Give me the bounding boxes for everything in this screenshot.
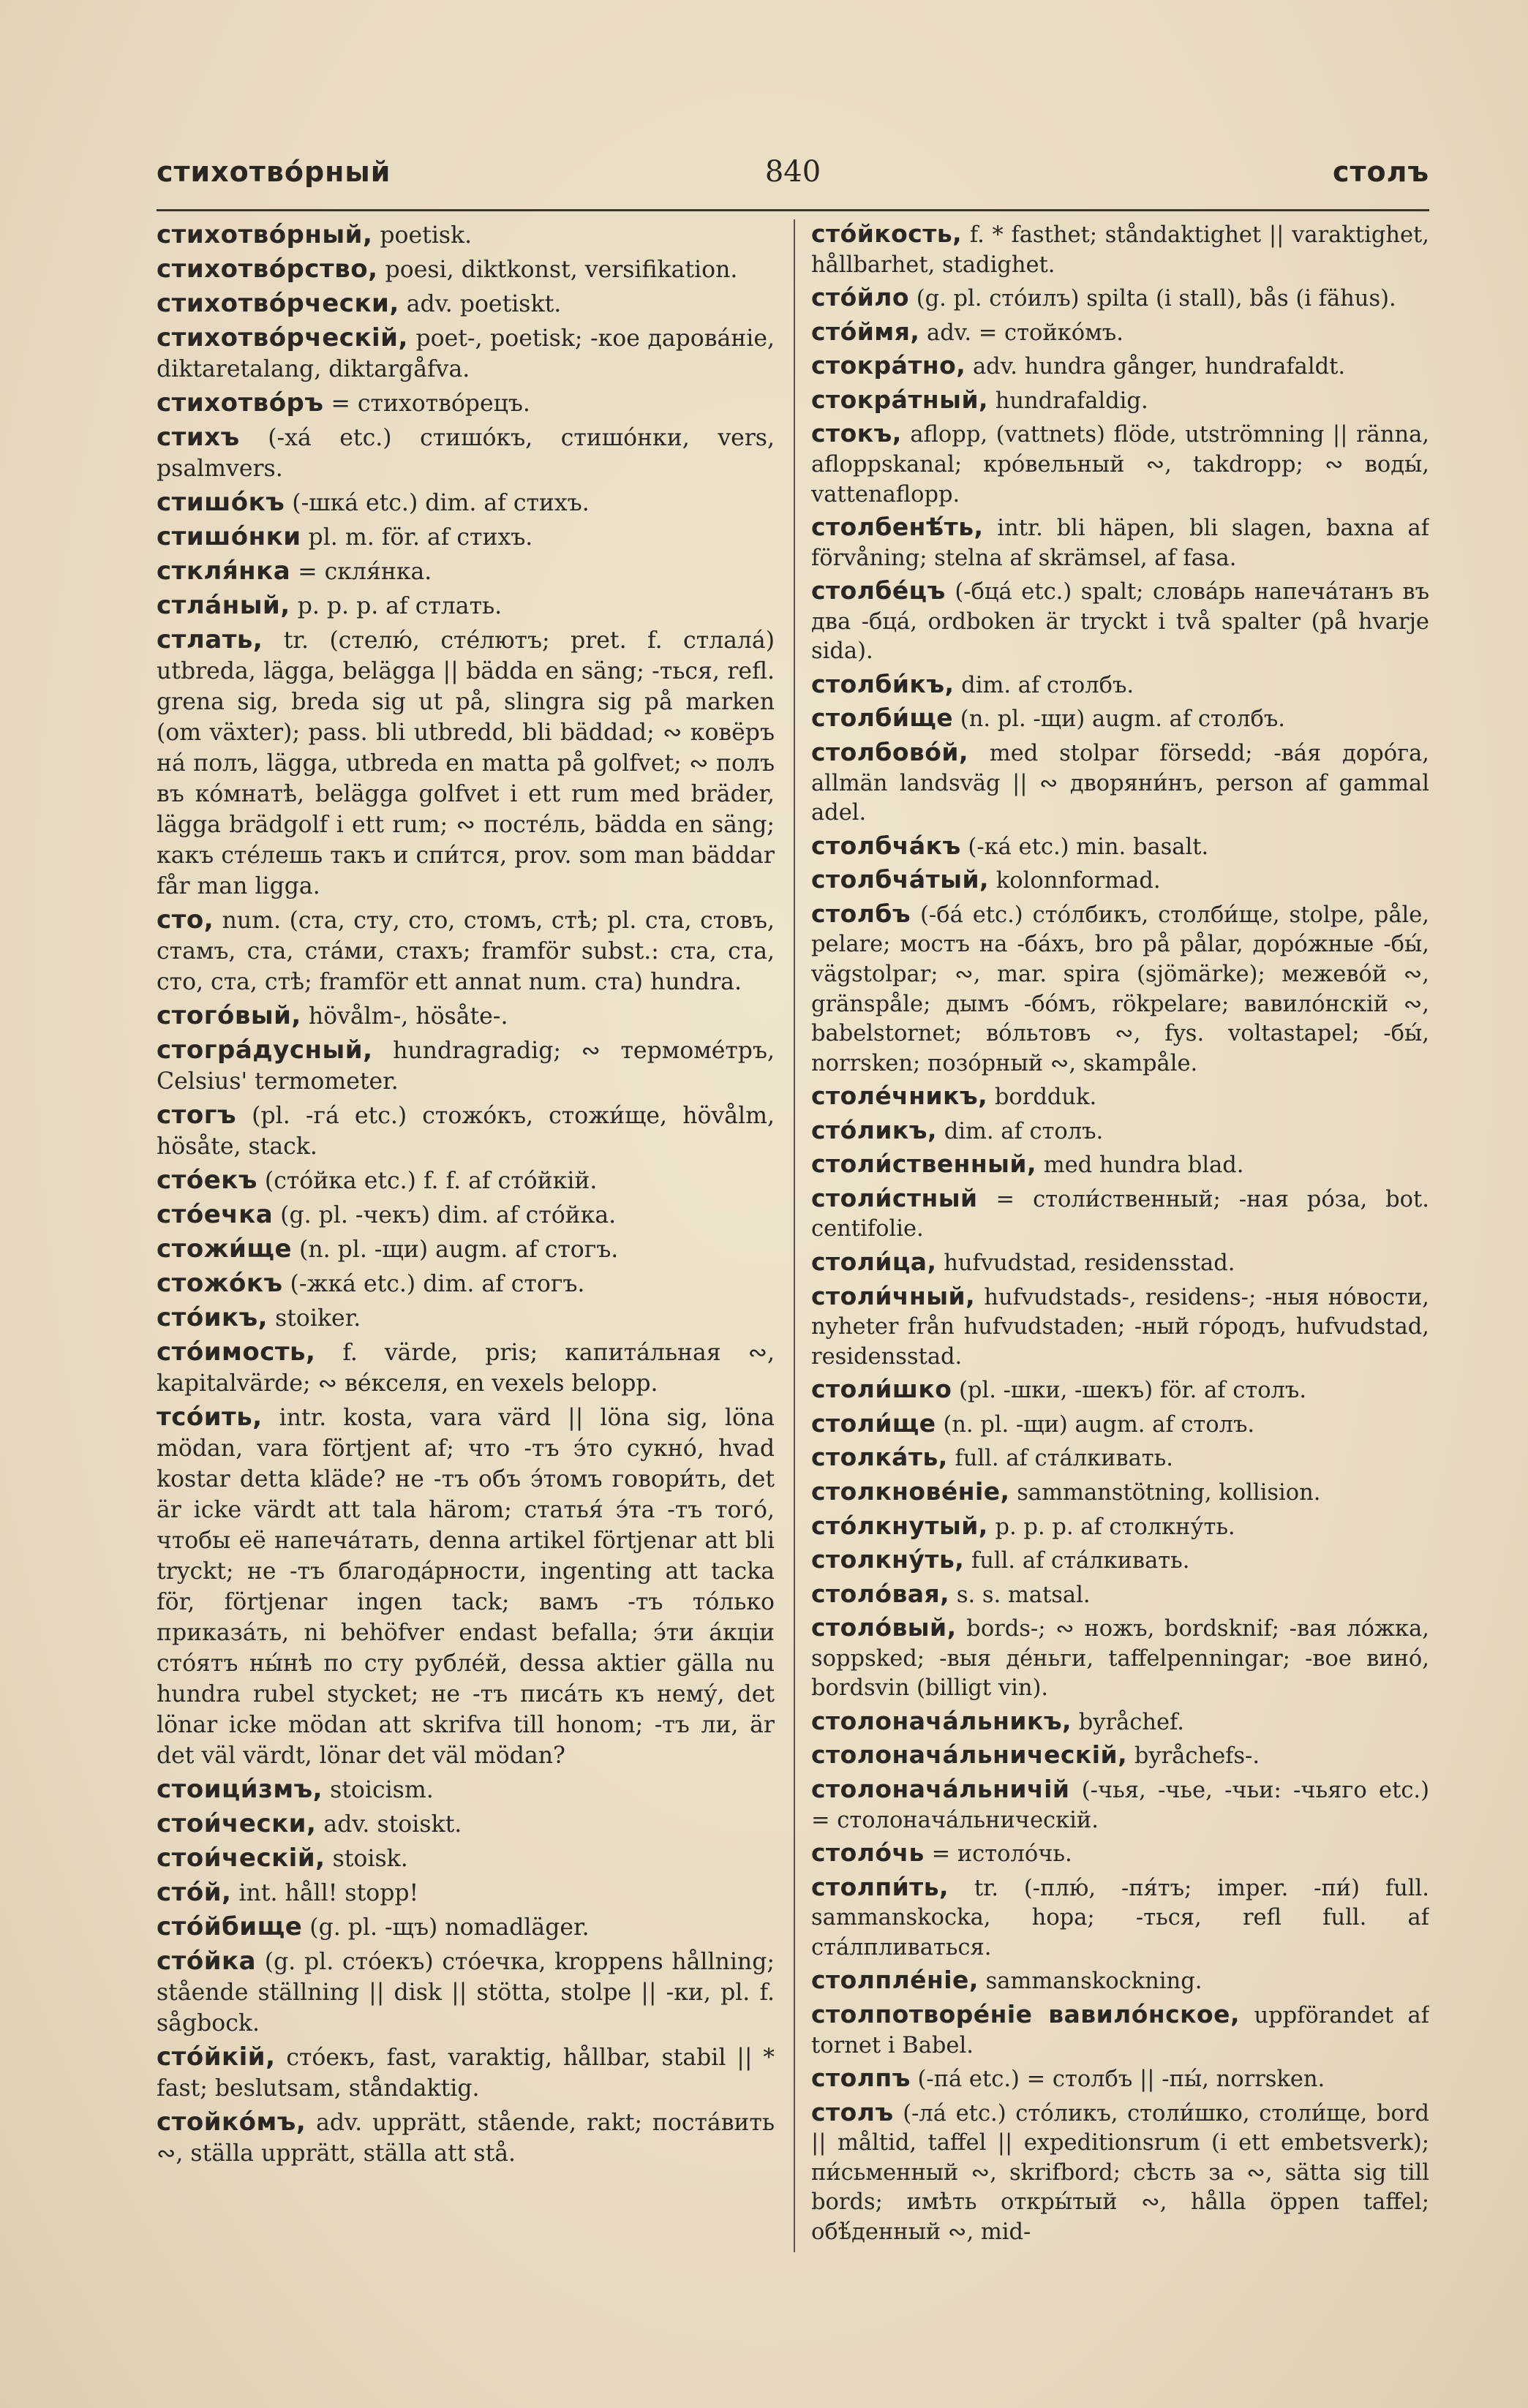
entry-definition: (-бца́ etc.) spalt; слова́рь напеча́танъ въ два -бца́, ordboken är tryckt i två spalter (på hvarje sida). [811,579,1429,665]
entry-headword: стокра́тно, [811,351,966,380]
entry-headword: столбча́къ [811,831,961,860]
entry-definition: (g. pl. сто́екъ) сто́ечка, kroppens hållning; stående ställning || disk || stötta, stolpe || -ки, pl. f. sågbock. [157,1949,775,2037]
entry-headword: стокъ, [811,419,902,448]
entry-definition: (-жка́ etc.) dim. af стогъ. [282,1271,585,1297]
entry-definition: sammanskockning. [978,1969,1203,1995]
dictionary-entry [157,1035,775,1097]
entry-headword: сто́й, [157,1878,232,1907]
dictionary-entry [811,351,1429,382]
entry-definition: hövålm-, hösåte-. [301,1003,508,1030]
entry-definition: bordduk. [987,1084,1097,1111]
entry-headword: сто́ликъ, [811,1115,937,1144]
entry-definition: (-ла́ etc.) сто́ликъ, столи́шко, столи́ще, bord || måltid, taffel || expeditionsrum (i ett embetsverk); пи́сьменный ∾, skrifbord; сѣсть за ∾, sätta sig till bords; имѣть откры́тый ∾, hålla öppen taffel; обѣ́денный ∾, mid- [811,2100,1429,2245]
entry-definition: (pl. -га́ etc.) стожо́къ, стожи́ще, hövålm, hösåte, stack. [157,1103,775,1160]
dictionary-entry [811,1375,1429,1406]
page-header [157,150,1429,201]
entry-definition: kolonnformad. [989,868,1161,894]
entry-definition: dim. af столъ. [937,1118,1104,1144]
entry-headword: столбенѣ́ть, [811,513,984,542]
dictionary-entry [811,1966,1429,1997]
entry-headword: столо́чь [811,1838,925,1868]
dictionary-entry [811,865,1429,897]
entry-definition: intr. kosta, vara värd || löna sig, löna mödan, vara förtjent af; что -тъ э́то сукно́, hvad kostar detta kläde? не -тъ объ э́томъ говори́ть, det är icke värdt att tala härom; статья́ э́та -тъ того́, чтобы её напеча́тать, denna artikel förtjenar att bli tryckt; не -тъ благода́рности, ingenting att tacka för, förtjenar ingen tack; вамъ -тъ то́лько приказа́ть, ni behöfver endast befalla; э́ти а́кціи сто́ятъ ны́нѣ по сту рубле́й, dessa aktier gälla nu hundra rubel stycket; не -тъ писа́ть къ нему́, det lönar icke mödan att skrifva till honom; -тъ ли, är det väl värdt, lönar det väl mödan? [157,1405,775,1769]
entry-definition: med stolpar försedd; -ва́я доро́га, allmän landsväg || ∾ дворяни́нъ, person af gammal adel. [811,741,1429,826]
dictionary-entry [157,487,775,518]
dictionary-entry [811,831,1429,863]
dictionary-entry [811,1545,1429,1577]
entry-headword: стожи́ще [157,1234,293,1264]
entry-definition: byråchefs-. [1127,1743,1260,1770]
entry-definition: adv. stoiskt. [316,1811,462,1838]
entry-definition: full. af ста́лкивать. [964,1548,1190,1574]
entry-definition: tr. (-плю́, -пя́тъ; imper. -пи́) full. sammanskocka, hopa; -ться, refl full. af ста́лпливаться. [811,1875,1429,1960]
entry-headword: стогра́дусный, [157,1035,373,1065]
dictionary-entry [157,1268,775,1299]
entry-definition: int. håll! stopp! [231,1880,419,1906]
dictionary-entry [811,1775,1429,1835]
entry-headword: столи́шко [811,1375,952,1404]
entry-headword: столби́ще [811,703,954,733]
dictionary-entry [157,2107,775,2169]
entry-headword: стои́ческій, [157,1843,325,1873]
dictionary-entry [811,703,1429,735]
entry-definition: dim. af столбъ. [954,672,1134,698]
entry-definition: = истоло́чь. [924,1841,1072,1868]
dictionary-entry [811,1477,1429,1509]
entry-headword: сто́лкнутый, [811,1511,988,1540]
entry-headword: сто́йло [811,283,910,312]
header-guideword-right: столъ [1332,156,1429,188]
entry-definition: hundrafaldig. [988,388,1148,414]
entry-headword: сто́ймя, [811,317,920,346]
dictionary-entry [811,385,1429,417]
dictionary-entry [157,624,775,902]
dictionary-entry [157,1402,775,1771]
dictionary-entry [811,1443,1429,1474]
entry-headword: столбъ [811,899,911,928]
dictionary-entry [811,1116,1429,1147]
entry-definition: f. värde, pris; капита́льная ∾, kapitalvärde; ∾ ве́кселя, en vexels belopp. [157,1340,775,1397]
entry-definition: (n. pl. -щи) augm. af столъ. [936,1411,1255,1438]
entry-headword: сто, [157,905,214,935]
entry-definition: adv. = стойко́мъ. [919,320,1124,346]
entry-definition: = столи́ственный; -ная ро́за, bot. centifolie. [811,1186,1429,1242]
entry-definition: uppförandet af tornet i Babel. [811,2002,1429,2058]
entry-definition: poetisk. [372,222,473,249]
entry-headword: стишо́нки [157,522,301,551]
dictionary-entry [157,1774,775,1805]
entry-definition: tr. (стелю́, сте́лютъ; pret. f. стлала́) utbreda, lägga, belägga || bädda en säng; -ться, refl. grena sig, breda sig ut på, slingra sig på marken (om växter); pass. bli utbredd, bli bäddad; ∾ ковёръ на́ полъ, lägga, utbreda en matta på golfvet; ∾ полъ въ ко́мнатѣ, belägga golfvet i ett rum med bräder, lägga brädgolf i ett rum; ∾ посте́ль, bädda en säng; какъ сте́лешь такъ и спи́тся, prov. som man bäddar får man ligga. [157,627,775,899]
dictionary-entry [811,1150,1429,1181]
dictionary-entry [811,1838,1429,1870]
entry-definition: hufvudstad, residensstad. [936,1250,1235,1276]
dictionary-entry [157,590,775,622]
entry-headword: стого́вый, [157,1001,301,1030]
dictionary-entry [157,288,775,320]
dictionary-entry [811,1282,1429,1373]
entry-definition: adv. hundra gånger, hundrafaldt. [966,354,1346,380]
dictionary-entry [811,1511,1429,1543]
entry-definition: num. (ста, сту, сто, стомъ, стѣ; pl. ста, стовъ, стамъ, ста, ста́ми, стахъ; framför subst.: ста, ста, сто, ста, стѣ; framför ett annat num. ста) hundra. [157,907,775,995]
column-divider [794,219,795,2252]
dictionary-entry [811,317,1429,349]
entry-definition: poet-, poetisk; -кое дарова́ніе, diktaretalang, diktargåfva. [157,325,775,382]
entry-definition: = скля́нка. [290,559,432,585]
entry-headword: стожо́къ [157,1269,283,1298]
entry-headword: столо́вый, [811,1613,957,1642]
dictionary-entry [811,1873,1429,1963]
entry-headword: стогъ [157,1101,237,1130]
entry-headword: столи́чный, [811,1281,976,1310]
entry-headword: столи́ще [811,1408,936,1438]
entry-headword: столе́чникъ, [811,1082,988,1111]
dictionary-entry [157,1100,775,1162]
entry-headword: столкнове́ніе, [811,1476,1010,1506]
entry-headword: столпле́ніе, [811,1966,979,1995]
dictionary-entry [811,1707,1429,1738]
dictionary-entry [811,2000,1429,2061]
entry-definition: (-чья, -чье, -чьи: -чьяго etc.) = столонача́льническій. [811,1778,1429,1833]
dictionary-entry [157,1199,775,1231]
entry-definition: aflopp, (vattnets) flöde, utströmning || ränna, afloppskanal; кро́вельный ∾, takdropp; ∾ воды́, vattenaflopp. [811,422,1429,507]
entry-headword: сто́екъ [157,1166,257,1195]
entry-headword: стои́чески, [157,1809,317,1838]
dictionary-entry [157,422,775,484]
dictionary-entry [157,322,775,385]
dictionary-entry [811,738,1429,829]
entry-definition: adv. upprätt, stående, rakt; поста́вить ∾, ställa upprätt, ställa att stå. [157,2110,775,2167]
entry-headword: стихотво́рство, [157,254,378,284]
dictionary-entry [811,2098,1429,2248]
dictionary-entry [811,283,1429,314]
entry-definition: bords-; ∾ ножъ, bordsknif; -вая ло́жка, soppsked; -выя де́ньги, taffelpenningar; -вое вино́, bordsvin (billigt vin). [811,1616,1429,1702]
entry-definition: med hundra blad. [1036,1152,1244,1179]
dictionary-entry [157,219,775,251]
dictionary-entry [157,556,775,587]
entry-definition: (g. pl. -щъ) nomadläger. [302,1914,590,1941]
entry-definition: adv. poetiskt. [399,291,562,317]
dictionary-entry [811,1184,1429,1245]
entry-headword: столка́ть, [811,1443,948,1472]
entry-headword: стоици́змъ, [157,1775,323,1804]
dictionary-entry [157,1000,775,1032]
entry-headword: столъ [811,2097,894,2126]
dictionary-entry [157,1843,775,1874]
entry-headword: стихотво́рный, [157,220,373,249]
dictionary-entry [811,219,1429,280]
entry-definition: byråchef. [1072,1709,1184,1735]
entry-headword: столбово́й, [811,738,968,766]
entry-headword: столи́стный [811,1183,978,1212]
entry-headword: сто́йкій, [157,2042,276,2072]
entry-headword: стойко́мъ, [157,2107,306,2137]
entry-headword: стлать, [157,625,263,654]
entry-headword: сто́ечка [157,1200,274,1229]
dictionary-entry [157,1946,775,2039]
dictionary-entry [157,254,775,285]
dictionary-entry [811,1740,1429,1772]
entry-headword: сто́йбище [157,1912,303,1941]
page-number: 840 [764,155,821,189]
header-guideword-left: стихотво́рный [157,156,391,188]
entry-headword: стихотво́рчески, [157,289,399,318]
entry-definition: (g. pl. -чекъ) dim. af сто́йка. [273,1202,617,1228]
entry-headword: столпи́ть, [811,1872,949,1901]
entry-headword: стишо́къ [157,488,285,517]
entry-headword: столбча́тый, [811,865,990,894]
entry-headword: сткля́нка [157,556,291,586]
entry-definition: (-ха́ etc.) стишо́къ, стишо́нки, vers, psalmvers. [157,425,775,482]
dictionary-entry [811,899,1429,1079]
entry-definition: p. p. p. af стлать. [290,593,503,619]
entry-definition: stoisk. [325,1846,408,1872]
dictionary-entry [811,1579,1429,1611]
entry-headword: столби́къ, [811,669,955,698]
dictionary-entry [811,670,1429,701]
dictionary-entry [811,2064,1429,2095]
entry-headword: стихъ [157,423,240,452]
entry-headword: столи́ца, [811,1248,937,1276]
entry-headword: столбе́цъ [811,576,946,605]
entry-headword: стла́ный, [157,591,290,620]
entry-headword: сто́йкость, [811,219,963,248]
entry-definition: pl. m. för. af стихъ. [301,524,533,551]
dictionary-entry [157,1302,775,1334]
dictionary-entry [811,1082,1429,1113]
dictionary-entry [157,1808,775,1840]
dictionary-entry [157,1337,775,1399]
entry-definition: hufvudstads-, residens-; -ныя но́вости, nyheter från hufvudstaden; -ный го́родъ, hufvudstad, residensstad. [811,1284,1429,1370]
dictionary-entry [157,1877,775,1909]
dictionary-entry [811,419,1429,510]
entry-headword: столо́вая, [811,1579,950,1608]
entry-headword: столонача́льникъ, [811,1706,1072,1735]
dictionary-entry [157,1234,775,1265]
entry-definition: (pl. -шки, -шекъ) för. af столъ. [952,1378,1307,1404]
dictionary-entry [157,1911,775,1943]
entry-definition: = стихотво́рецъ. [323,390,530,417]
dictionary-entry [157,905,775,997]
right-column [811,219,1429,2260]
entry-definition: (-шка́ etc.) dim. af стихъ. [285,490,590,516]
entry-headword: стихотво́ръ [157,388,324,418]
entry-definition: stoicism. [323,1777,434,1803]
dictionary-entry [157,388,775,419]
dictionary-entry [811,513,1429,573]
entry-definition: hundragradig; ∾ термоме́тръ, Celsius' termometer. [157,1038,775,1095]
entry-headword: столи́ственный, [811,1150,1036,1179]
entry-headword: сто́имость, [157,1337,316,1367]
entry-definition: (сто́йка etc.) f. f. af сто́йкій. [257,1168,598,1194]
entry-definition: sammanstötning, kollision. [1009,1479,1321,1506]
entry-headword: столпотворе́ніе вавило́нское, [811,1999,1240,2028]
entry-headword: сто́икъ, [157,1303,268,1332]
entry-definition: (-па́ etc.) = столбъ || -пы́, norrsken. [910,2067,1325,2093]
entry-definition: (n. pl. -щи) augm. af столбъ. [953,706,1285,733]
dictionary-entry [811,576,1429,667]
left-column [157,219,775,2260]
entry-definition: full. af ста́лкивать. [947,1446,1173,1472]
entry-definition: (-ба́ etc.) сто́лбикъ, столби́ще, stolpe, påle, pelare; мостъ на -ба́хъ, bro på pålar, доро́жные -бы́, vägstolpar; ∾, mar. spira (sjömärke); межево́й ∾, gränspåle; дымъ -бо́мъ, rökpelare; вавило́нскій ∾, babelstornet; во́льтовъ ∾, fys. voltastapel; -бы́, norrsken; позо́рный ∾, skampåle. [811,902,1429,1076]
entry-definition: (g. pl. сто́илъ) spilta (i stall), bås (i fähus). [909,286,1396,312]
entry-definition: stoiker. [268,1305,361,1332]
entry-definition: poesi, diktkonst, versifikation. [377,257,738,283]
entry-headword: стихотво́рческій, [157,323,408,352]
entry-headword: столонача́льничій [811,1775,1070,1803]
dictionary-entry [157,1165,775,1196]
entry-definition: (-ка́ etc.) min. basalt. [960,834,1209,860]
entry-headword: столпъ [811,2064,911,2093]
entry-definition: (n. pl. -щи) augm. af стогъ. [292,1237,619,1263]
dictionary-entry [157,521,775,553]
entry-definition: s. s. matsal. [949,1582,1091,1608]
dictionary-entry [811,1248,1429,1279]
entry-definition: сто́екъ, fast, varaktig, hållbar, stabil || * fast; beslutsam, ståndaktig. [157,2045,775,2102]
entry-headword: сто́йка [157,1947,257,1976]
entry-headword: столкну́ть, [811,1545,965,1574]
entry-headword: стокра́тный, [811,385,989,414]
entry-headword: тсо́ить, [157,1403,263,1432]
entry-definition: intr. bli häpen, bli slagen, baxna af förvåning; stelna af skrämsel, af fasa. [811,516,1429,571]
dictionary-entry [811,1409,1429,1441]
dictionary-entry [811,1613,1429,1704]
header-rule [157,209,1429,211]
entry-headword: столонача́льническій, [811,1740,1128,1770]
dictionary-entry [157,2042,775,2104]
entry-definition: p. p. p. af столкну́ть. [987,1514,1235,1540]
entry-definition: f. * fasthet; ståndaktighet || varaktighet, hållbarhet, stadighet. [811,222,1429,278]
